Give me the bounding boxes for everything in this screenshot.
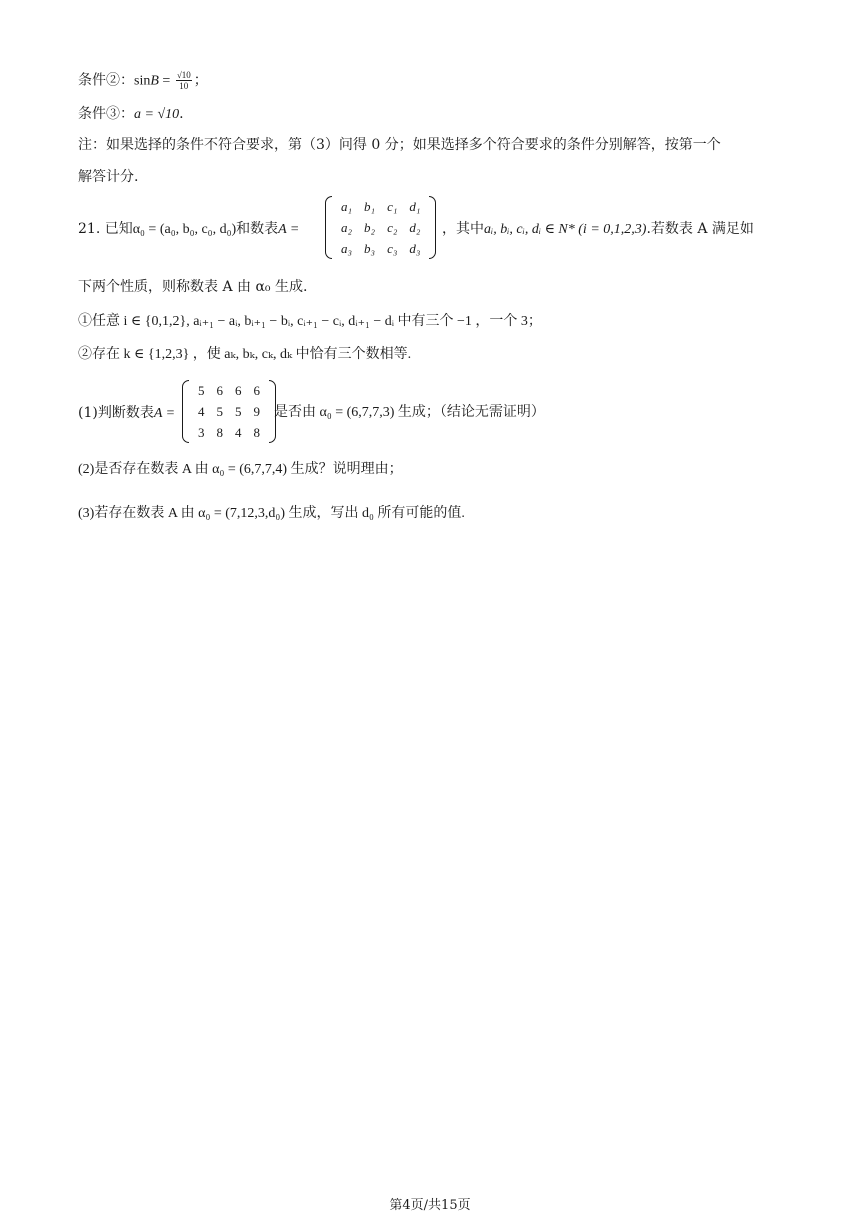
condition-3-label: 条件③： — [78, 106, 134, 122]
condition-3-expr: a = √10 — [134, 107, 180, 122]
note-line-1: 注：如果选择的条件不符合要求，第（3）问得 0 分；如果选择多个符合要求的条件分别解答，按第一个 — [78, 137, 721, 153]
matrix-row — [335, 196, 426, 217]
matrix-cell: d₁ — [409, 198, 421, 214]
matrix-cell: d₂ — [409, 219, 421, 235]
matrix-cell: b₁ — [364, 198, 376, 214]
part-1-matrix-label: A = — [153, 406, 176, 421]
given-text: 已知 — [104, 221, 133, 237]
fraction — [176, 70, 192, 91]
equals: = — [158, 73, 174, 89]
matrix-table — [335, 196, 426, 259]
matrix-cell: 6 — [235, 382, 242, 398]
matrix-row — [335, 238, 426, 259]
matrix-row — [192, 401, 266, 422]
matrix-cell: 6 — [253, 382, 260, 398]
q21-line-1-tail — [442, 219, 754, 240]
matrix-cell: c₂ — [387, 219, 398, 235]
matrix-cell: c₃ — [387, 240, 398, 256]
natural-condition: aᵢ, bᵢ, cᵢ, dᵢ ∈ N* (i = 0,1,2,3) — [484, 222, 647, 237]
alpha0-expr: α₀ = (a₀, b₀, c₀, d₀) — [132, 222, 237, 237]
matrix-cell: b₂ — [364, 219, 376, 235]
property-2: ②存在 k ∈ {1,2,3} ，使 aₖ, bₖ, cₖ, dₖ 中恰有三个数相等. — [78, 347, 412, 362]
matrix-cell: a₂ — [341, 219, 353, 235]
fraction-denominator: 10 — [179, 81, 189, 91]
matrix-cell: d₃ — [409, 240, 421, 256]
matrix-cell: 8 — [253, 424, 260, 440]
matrix-a-label: A = — [278, 222, 300, 237]
condition-3-end: . — [179, 106, 184, 122]
question-number: 21. — [78, 221, 101, 237]
matrix-cell: c₁ — [387, 198, 398, 214]
sin-function: sin — [134, 73, 151, 89]
matrix-cell: 5 — [235, 403, 242, 419]
matrix-cell: 4 — [235, 424, 242, 440]
angle-var: B — [150, 73, 159, 89]
matrix-left-bracket — [325, 196, 332, 259]
matrix-cell: 9 — [253, 403, 260, 419]
q21-tail: .若数表 A 满足如 — [646, 221, 754, 237]
matrix-cell: 3 — [198, 424, 205, 440]
part-3: (3)若存在数表 A 由 α₀ = (7,12,3,d₀) 生成，写出 d₀ 所有可能的值. — [78, 506, 465, 521]
matrix-part-1 — [182, 380, 276, 443]
matrix-cell: 5 — [198, 382, 205, 398]
matrix-table — [192, 380, 266, 443]
condition-2-label: 条件②： — [78, 72, 134, 89]
matrix-row — [192, 380, 266, 401]
matrix-row — [335, 217, 426, 238]
matrix-row — [192, 422, 266, 443]
q21-line-1 — [78, 219, 299, 240]
part-1-suffix: 是否由 α₀ = (6,7,7,3) 生成；（结论无需证明） — [274, 405, 545, 420]
matrix-general — [325, 196, 436, 259]
property-1: ①任意 i ∈ {0,1,2}, aᵢ₊₁ − aᵢ, bᵢ₊₁ − bᵢ, cᵢ₊₁ − cᵢ, dᵢ₊₁ − dᵢ 中有三个 −1 ，一个 3； — [78, 314, 542, 329]
q21-line-2: 下两个性质，则称数表 A 由 α₀ 生成. — [78, 279, 308, 295]
part-1-prefix — [78, 403, 175, 424]
matrix-cell: a₁ — [341, 198, 353, 214]
where-text: ，其中 — [442, 221, 484, 237]
matrix-cell: a₃ — [341, 240, 353, 256]
note-line-2: 解答计分. — [78, 169, 139, 185]
matrix-cell: 4 — [198, 403, 205, 419]
matrix-cell: 8 — [216, 424, 223, 440]
part-2: (2)是否存在数表 A 由 α₀ = (6,7,7,4) 生成？说明理由； — [78, 462, 403, 477]
condition-3 — [78, 104, 184, 125]
and-table-text: 和数表 — [236, 221, 279, 237]
fraction-numerator: √10 — [176, 70, 191, 80]
matrix-cell: 5 — [216, 403, 223, 419]
page-footer: 第4页/共15页 — [389, 1198, 471, 1213]
matrix-left-bracket — [182, 380, 189, 443]
matrix-cell: b₃ — [364, 240, 376, 256]
part-1-label: (1)判断数表 — [78, 405, 154, 421]
matrix-right-bracket — [429, 196, 436, 259]
condition-2-end: ； — [193, 72, 208, 89]
condition-2 — [78, 70, 208, 92]
matrix-cell: 6 — [216, 382, 223, 398]
